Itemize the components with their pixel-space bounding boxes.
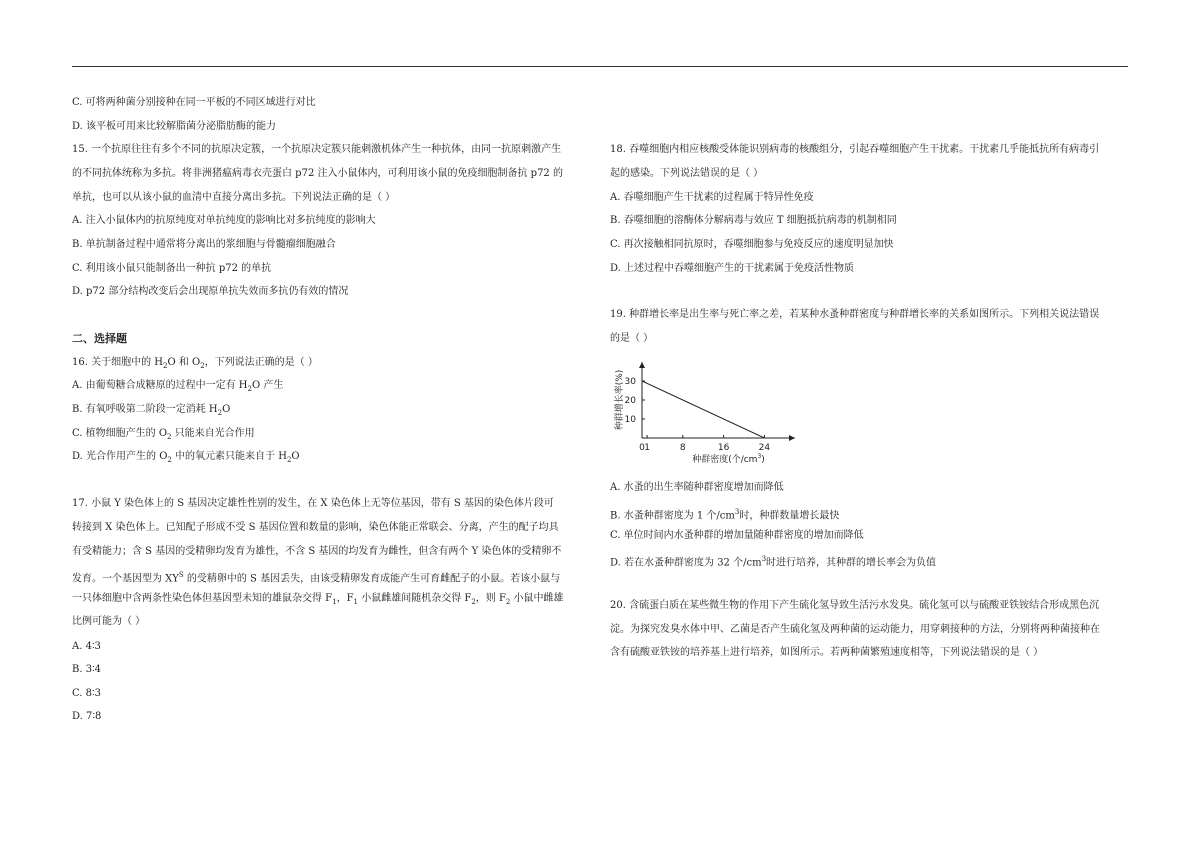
x-tick-label: 24 <box>758 443 771 453</box>
section-heading: 二、选择题 <box>72 332 127 345</box>
q20-stem-line2: 淀。为探究发臭水体中甲、乙菌是否产生硫化氢及两种菌的运动能力，用穿刺接种的方法，分别将两种菌接种在 <box>610 624 1100 635</box>
x-tick-label: 1 <box>644 443 650 453</box>
q15-stem-line3: 单抗，也可以从该小鼠的血清中直接分离出多抗。下列说法正确的是（ ） <box>72 192 396 203</box>
q15-option-c: C. 利用该小鼠只能制备出一种抗 p72 的单抗 <box>72 263 272 274</box>
q19-option-a: A. 水蚤的出生率随种群密度增加而降低 <box>610 482 784 493</box>
x-axis-arrow <box>789 435 795 441</box>
population-growth-chart <box>610 354 810 479</box>
q16-option-b: B. 有氧呼吸第二阶段一定消耗 $H_2O$ <box>72 404 231 417</box>
x-tick-label: 16 <box>717 443 730 453</box>
q15-option-b: B. 单抗制备过程中通常将分离出的浆细胞与骨髓瘤细胞融合 <box>72 239 336 250</box>
series-line <box>642 381 764 438</box>
q17-stem-line6: 比例可能为（ ） <box>72 616 146 627</box>
q14-option-c: C. 可将两种菌分别接种在同一平板的不同区域进行对比 <box>72 97 316 108</box>
q15-option-a: A. 注入小鼠体内的抗原纯度对单抗纯度的影响比对多抗纯度的影响大 <box>72 215 376 226</box>
y-axis-arrow <box>639 362 645 368</box>
y-axis-label: 种群增长率(%) <box>615 369 625 431</box>
q20-stem-line1: 20. 含硫蛋白质在某些微生物的作用下产生硫化氢导致生活污水发臭。硫化氢可以与硫酸亚铁铵结合形成黑色沉 <box>610 600 1100 611</box>
y-tick-label: 30 <box>624 377 636 387</box>
q17-stem-line4: 发育。一个基因型为 $XY^S$ 的受精卵中的 S 基因丢失，由该受精卵发育成能产生可育雌配子的小鼠。若该小鼠与 <box>72 571 561 585</box>
q18-option-c: C. 再次接触相同抗原时，吞噬细胞参与免疫反应的速度明显加快 <box>610 239 894 250</box>
q19-option-d: D. 若在水蚤种群密度为 32 个$/cm^3$时进行培养，其种群的增长率会为负值 <box>610 555 937 569</box>
q19-option-b: B. 水蚤种群密度为 1 个$/cm^3$时，种群数量增长最快 <box>610 508 840 522</box>
q18-option-a: A. 吞噬细胞产生干扰素的过程属于特异性免疫 <box>610 192 814 203</box>
q17-option-c: C. 8∶3 <box>72 688 101 699</box>
q16-option-a: A. 由葡萄糖合成糖原的过程中一定有 $H_2O$ 产生 <box>72 380 284 393</box>
x-axis-label: 种群密度(个$/cm^3$) <box>692 453 765 465</box>
q18-option-d: D. 上述过程中吞噬细胞产生的干扰素属于免疫活性物质 <box>610 263 855 274</box>
q17-option-b: B. 3∶4 <box>72 664 102 675</box>
q16-stem: 16. 关于细胞中的 $H_2O$ 和 $O_2$，下列说法正确的是（ ） <box>72 357 318 370</box>
q17-option-a: A. 4∶3 <box>72 641 101 652</box>
q15-stem-line1: 15. 一个抗原往往有多个不同的抗原决定簇，一个抗原决定簇只能刺激机体产生一种抗体，由同一抗原刺激产生 <box>72 144 562 155</box>
q20-stem-line3: 含有硫酸亚铁铵的培养基上进行培养，如图所示。若两种菌繁殖速度相等，下列说法错误的是（ ） <box>610 647 1044 658</box>
y-tick-label: 10 <box>624 415 636 425</box>
q18-stem-line2: 起的感染。下列说法错误的是（ ） <box>610 168 764 179</box>
q16-option-c: C. 植物细胞产生的 $O_2$ 只能来自光合作用 <box>72 428 255 441</box>
q15-option-d: D. p72 部分结构改变后会出现原单抗失效而多抗仍有效的情况 <box>72 286 349 297</box>
q17-stem-line2: 转接到 X 染色体上。已知配子形成不受 S 基因位置和数量的影响，染色体能正常联会、分离，产生的配子均具 <box>72 522 559 533</box>
header-rule <box>72 66 1128 67</box>
q16-option-d: D. 光合作用产生的 $O_2$ 中的氧元素只能来自于 $H_2O$ <box>72 451 300 464</box>
q17-option-d: D. 7∶8 <box>72 711 102 722</box>
q18-stem-line1: 18. 吞噬细胞内相应核酸受体能识别病毒的核酸组分，引起吞噬细胞产生干扰素。干扰素几乎能抵抗所有病毒引 <box>610 144 1100 155</box>
q19-stem-line2: 的是（ ） <box>610 333 654 344</box>
q19-option-c: C. 单位时间内水蚤种群的增加量随种群密度的增加而降低 <box>610 530 864 541</box>
q17-stem-line1: 17. 小鼠 Y 染色体上的 S 基因决定雄性性别的发生，在 X 染色体上无等位基因，带有 S 基因的染色体片段可 <box>72 498 554 509</box>
x-tick-label: 0 <box>639 443 645 453</box>
q14-option-d: D. 该平板可用来比较解脂菌分泌脂肪酶的能力 <box>72 121 277 132</box>
x-tick-label: 8 <box>679 443 686 453</box>
q17-stem-line3: 有受精能力；含 S 基因的受精卵均发育为雄性，不含 S 基因的均发育为雌性，但含有两个 Y 染色体的受精卵不 <box>72 546 562 557</box>
y-tick-label: 20 <box>624 396 636 406</box>
q18-option-b: B. 吞噬细胞的溶酶体分解病毒与效应 T 细胞抵抗病毒的机制相同 <box>610 215 897 226</box>
q15-stem-line2: 的不同抗体统称为多抗。将非洲猪瘟病毒衣壳蛋白 p72 注入小鼠体内，可利用该小鼠的免疫细胞制备抗 p72 的 <box>72 168 563 179</box>
q17-stem-line5: 一只体细胞中含两条性染色体但基因型未知的雄鼠杂交得 $F_1$，$F_1$ 小鼠雌雄间随机杂交得 $F_2$，则 $F_2$ 小鼠中雌雄 <box>72 593 564 606</box>
q19-stem-line1: 19. 种群增长率是出生率与死亡率之差，若某种水蚤种群密度与种群增长率的关系如图所示。下列相关说法错误 <box>610 309 1100 320</box>
